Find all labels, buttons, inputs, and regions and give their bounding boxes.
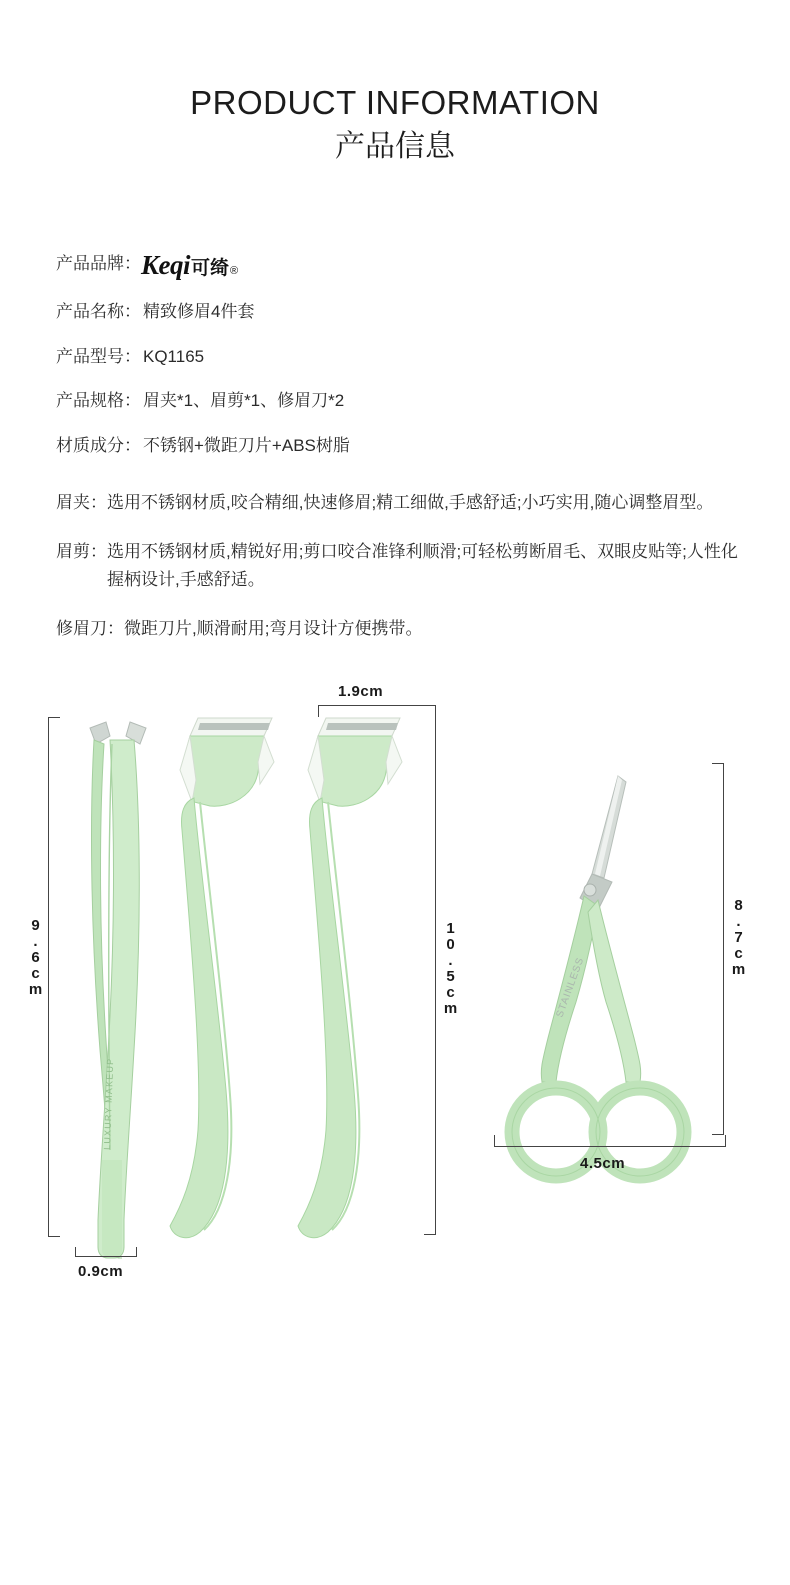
description-label-tweezer: 眉夹： (56, 492, 107, 512)
spec-label-contents: 产品规格： (56, 391, 141, 411)
spec-row-name (56, 300, 744, 325)
svg-text:LUXURY MAKEUP: LUXURY MAKEUP (102, 1057, 116, 1150)
razor-illustration-1 (160, 710, 300, 1255)
spec-label-brand: 产品品牌： (56, 254, 141, 274)
scissors-width-bracket (494, 1135, 726, 1147)
brand-logo (141, 252, 238, 280)
razor-illustration-2 (288, 710, 428, 1255)
spec-value-contents: 眉夹*1、眉剪*1、修眉刀*2 (143, 391, 345, 411)
tweezer-height-label: 9.6cm (27, 916, 44, 997)
page-header (0, 0, 790, 166)
description-razor (56, 615, 750, 643)
razor-width-label: 1.9cm (338, 682, 384, 700)
description-text-razor: 微距刀片,顺滑耐用;弯月设计方便携带。 (124, 619, 423, 639)
svg-text:STAINLESS: STAINLESS (554, 955, 587, 1019)
razor-width-bracket (318, 705, 436, 717)
razor-height-label: 10.5cm (442, 919, 459, 1016)
description-text-tweezer: 选用不锈钢材质,咬合精细,快速修眉;精工细做,手感舒适;小巧实用,随心调整眉型。 (107, 492, 714, 512)
tweezer-width-label: 0.9cm (78, 1262, 124, 1280)
spec-value-name: 精致修眉4件套 (143, 302, 255, 322)
brand-cn: 可绮 (191, 258, 230, 280)
page-title-cn: 产品信息 (335, 130, 455, 164)
page-title-en: PRODUCT INFORMATION (190, 84, 600, 121)
description-tweezer (56, 489, 750, 517)
spec-row-material (56, 434, 744, 459)
razor-height-bracket (424, 705, 436, 1235)
spec-label-name: 产品名称： (56, 302, 141, 322)
scissors-height-bracket (712, 763, 724, 1135)
description-scissors (56, 538, 750, 593)
spec-row-brand (56, 252, 744, 280)
product-illustration (0, 682, 790, 1325)
registered-trademark-icon: ® (230, 265, 239, 278)
spec-value-material: 不锈钢+微距刀片+ABS树脂 (143, 436, 350, 456)
spec-list (0, 252, 790, 459)
spec-row-model (56, 345, 744, 370)
description-label-razor: 修眉刀： (56, 619, 124, 639)
tweezer-width-bracket (75, 1247, 137, 1257)
description-list (0, 489, 790, 643)
spec-label-material: 材质成分： (56, 436, 141, 456)
spec-row-contents (56, 389, 744, 414)
tweezer-height-bracket (48, 717, 60, 1237)
brand-latin: Keqi (141, 250, 190, 281)
scissors-width-label: 4.5cm (580, 1154, 626, 1172)
spec-label-model: 产品型号： (56, 346, 141, 366)
spec-value-model: KQ1165 (143, 346, 205, 366)
scissors-height-label: 8.7cm (730, 896, 747, 977)
description-text-scissors: 选用不锈钢材质,精锐好用;剪口咬合准锋利顺滑;可轻松剪断眉毛、双眼皮贴等;人性化握柄设计,手感舒适。 (107, 542, 738, 589)
description-label-scissors: 眉剪： (56, 542, 107, 562)
